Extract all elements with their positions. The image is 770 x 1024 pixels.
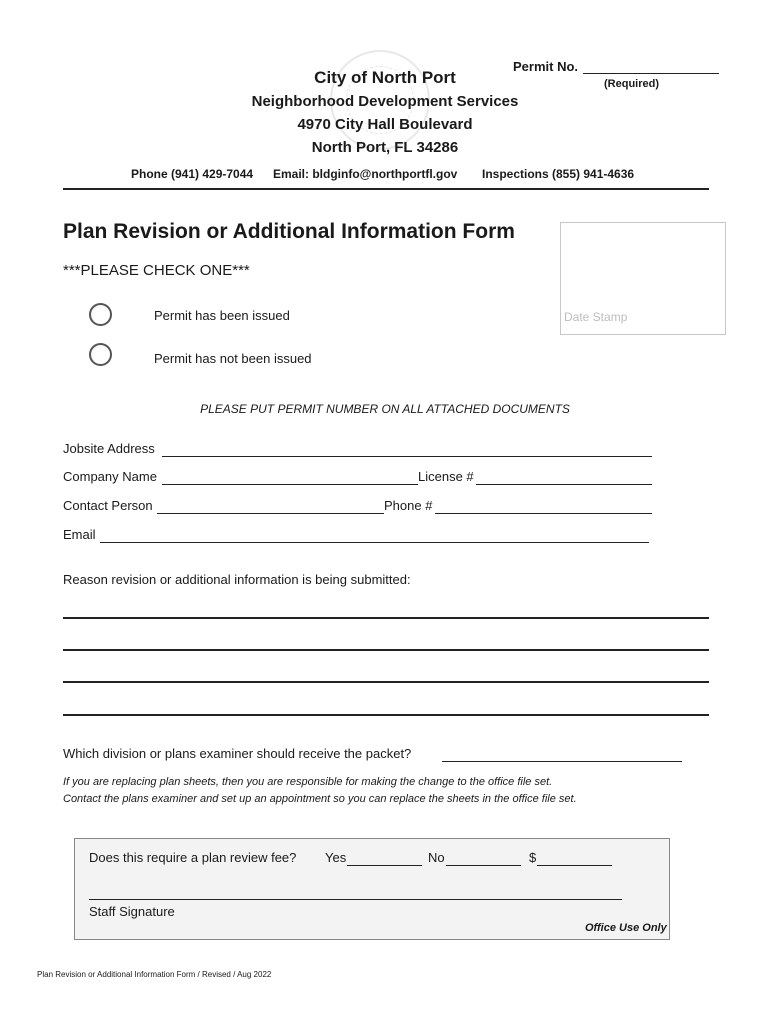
recipient-label: Which division or plans examiner should receive the packet? [63,746,412,761]
license-field[interactable] [476,484,652,485]
office-use-only-label: Office Use Only [585,922,667,934]
reason-line-1[interactable] [63,617,709,619]
fee-question: Does this require a plan review fee? [89,850,297,865]
jobsite-address-field[interactable] [162,456,652,457]
date-stamp-label: Date Stamp [564,310,628,324]
attach-notice: PLEASE PUT PERMIT NUMBER ON ALL ATTACHED DOCUMENTS [200,402,570,416]
reason-line-3[interactable] [63,681,709,683]
phone-field[interactable] [435,513,652,514]
email-info: Email: bldginfo@northportfl.gov [273,167,458,181]
department-name: Neighborhood Development Services [251,93,519,110]
recipient-field[interactable] [442,761,682,762]
check-one-instruction: ***PLEASE CHECK ONE*** [63,262,250,279]
fee-no-field[interactable] [446,865,521,866]
phone-info: Phone (941) 429-7044 [131,167,254,181]
fee-amount-field[interactable] [537,865,612,866]
phone-label: Phone # [384,498,433,513]
reason-line-4[interactable] [63,714,709,716]
permit-issued-label: Permit has been issued [154,308,290,323]
form-title: Plan Revision or Additional Information Form [63,220,515,243]
fee-no-label: No [428,850,445,865]
footer-text: Plan Revision or Additional Information Form / Revised / Aug 2022 [37,970,272,979]
fee-amount-label: $ [529,850,537,865]
header-divider [63,188,709,190]
inspections-info: Inspections (855) 941-4636 [482,167,635,181]
permit-issued-radio[interactable] [89,303,112,326]
permit-required-note: (Required) [604,78,659,90]
replacement-note-1: If you are replacing plan sheets, then you are responsible for making the change to the office file set. [63,776,553,788]
fee-yes-label: Yes [325,850,347,865]
permit-not-issued-radio[interactable] [89,343,112,366]
reason-line-2[interactable] [63,649,709,651]
city-state-zip: North Port, FL 34286 [311,139,459,156]
replacement-note-2: Contact the plans examiner and set up an appointment so you can replace the sheets in the office file set. [63,793,577,805]
permit-not-issued-label: Permit has not been issued [154,351,312,366]
staff-signature-label: Staff Signature [89,904,175,919]
company-name-field[interactable] [162,484,418,485]
city-name: City of North Port [314,68,456,87]
jobsite-address-label: Jobsite Address [63,441,155,456]
permit-number-field[interactable] [583,73,719,74]
street-address: 4970 City Hall Boulevard [297,116,473,133]
license-label: License # [418,469,474,484]
contact-person-field[interactable] [157,513,384,514]
fee-yes-field[interactable] [347,865,422,866]
email-field[interactable] [100,542,649,543]
email-label: Email [63,527,96,542]
staff-signature-field[interactable] [89,899,622,900]
contact-person-label: Contact Person [63,498,153,513]
permit-number-label: Permit No. [513,59,579,74]
reason-label: Reason revision or additional information is being submitted: [63,572,411,587]
company-name-label: Company Name [63,469,157,484]
